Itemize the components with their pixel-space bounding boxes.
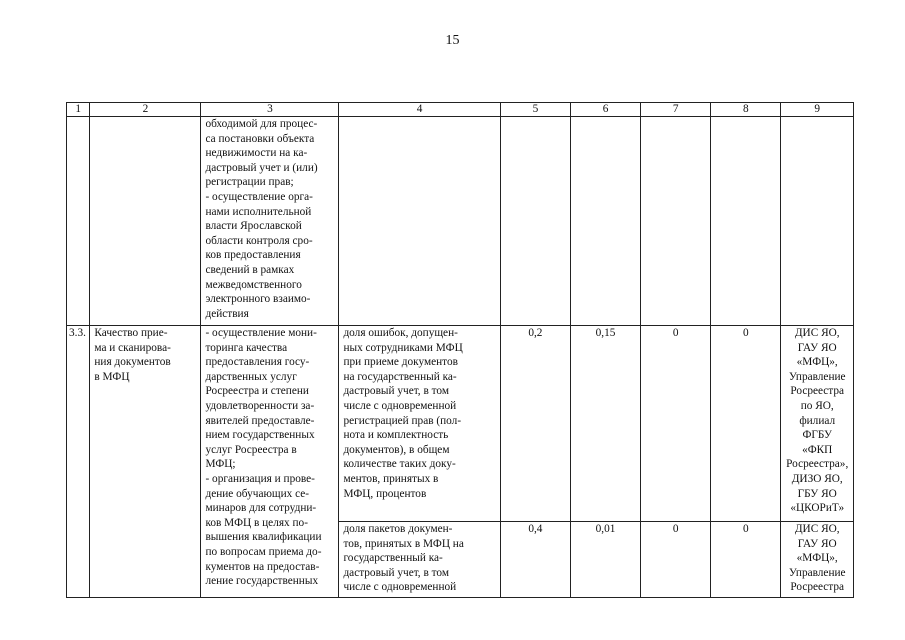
indicator-value-8: 0 — [711, 326, 781, 522]
col-header-5: 5 — [500, 103, 570, 117]
item-number: 3.3. — [67, 326, 90, 598]
indicator-value-8: 0 — [711, 522, 781, 598]
column-numbers-row — [67, 103, 854, 117]
indicator-value-7: 0 — [641, 326, 711, 522]
cell-empty — [339, 117, 500, 326]
indicator-value-5: 0,4 — [500, 522, 570, 598]
indicator-text: доля ошибок, допущен- ных сотрудниками МФЦ при приеме документов на государственный ка- дастровый учет, в том числе с одновременной регистрацией прав (пол- нота и комплектность документов), в общем количестве таких доку- ментов, принятых в МФЦ, процентов — [339, 326, 500, 522]
col-header-9: 9 — [781, 103, 854, 117]
continued-measures-text: обходимой для процес- са постановки объекта недвижимости на ка- дастровый учет и (или) регистрации прав; - осуществление орга- нами исполнительной власти Ярославской области контроля сро- ков предоставления сведений в рамках межведомственного электронного взаимо- действия — [201, 117, 339, 326]
item-measures-text: - осуществление мони- торинга качества предоставления госу- дарственных услуг Росреестра и степени удовлетворенности за- явителей предоставле- нием государственных услуг Росреестра в МФЦ; - организация и прове- дение обучающих се- минаров для сотрудни- ков МФЦ в целях по- вышения квалификации по вопросам приема до- кументов на предостав- ление государственных — [201, 326, 339, 598]
cell-empty — [570, 117, 640, 326]
cell-empty — [90, 117, 201, 326]
col-header-6: 6 — [570, 103, 640, 117]
col-header-7: 7 — [641, 103, 711, 117]
indicator-value-7: 0 — [641, 522, 711, 598]
indicator-text: доля пакетов докумен- тов, принятых в МФЦ на государственный ка- дастровый учет, в том числе с одновременной — [339, 522, 500, 598]
col-header-2: 2 — [90, 103, 201, 117]
col-header-4: 4 — [339, 103, 500, 117]
measures-table — [66, 102, 854, 598]
col-header-8: 8 — [711, 103, 781, 117]
indicator-value-6: 0,15 — [570, 326, 640, 522]
col-header-1: 1 — [67, 103, 90, 117]
indicator-value-6: 0,01 — [570, 522, 640, 598]
col-header-3: 3 — [201, 103, 339, 117]
cell-empty — [67, 117, 90, 326]
cell-empty — [500, 117, 570, 326]
item-name: Качество прие- ма и сканирова- ния документов в МФЦ — [90, 326, 201, 598]
cell-empty — [711, 117, 781, 326]
responsible-orgs: ДИС ЯО, ГАУ ЯО «МФЦ», Управление Росреестра — [781, 522, 854, 598]
cell-empty — [781, 117, 854, 326]
cell-empty — [641, 117, 711, 326]
indicator-value-5: 0,2 — [500, 326, 570, 522]
table-row-3-3-a — [67, 326, 854, 522]
page-number: 15 — [445, 33, 460, 48]
responsible-orgs: ДИС ЯО, ГАУ ЯО «МФЦ», Управление Росреестра по ЯО, филиал ФГБУ «ФКП Росреестра», ДИЗО ЯО, ГБУ ЯО «ЦКОРиТ» — [781, 326, 854, 522]
table-row-continued — [67, 117, 854, 326]
